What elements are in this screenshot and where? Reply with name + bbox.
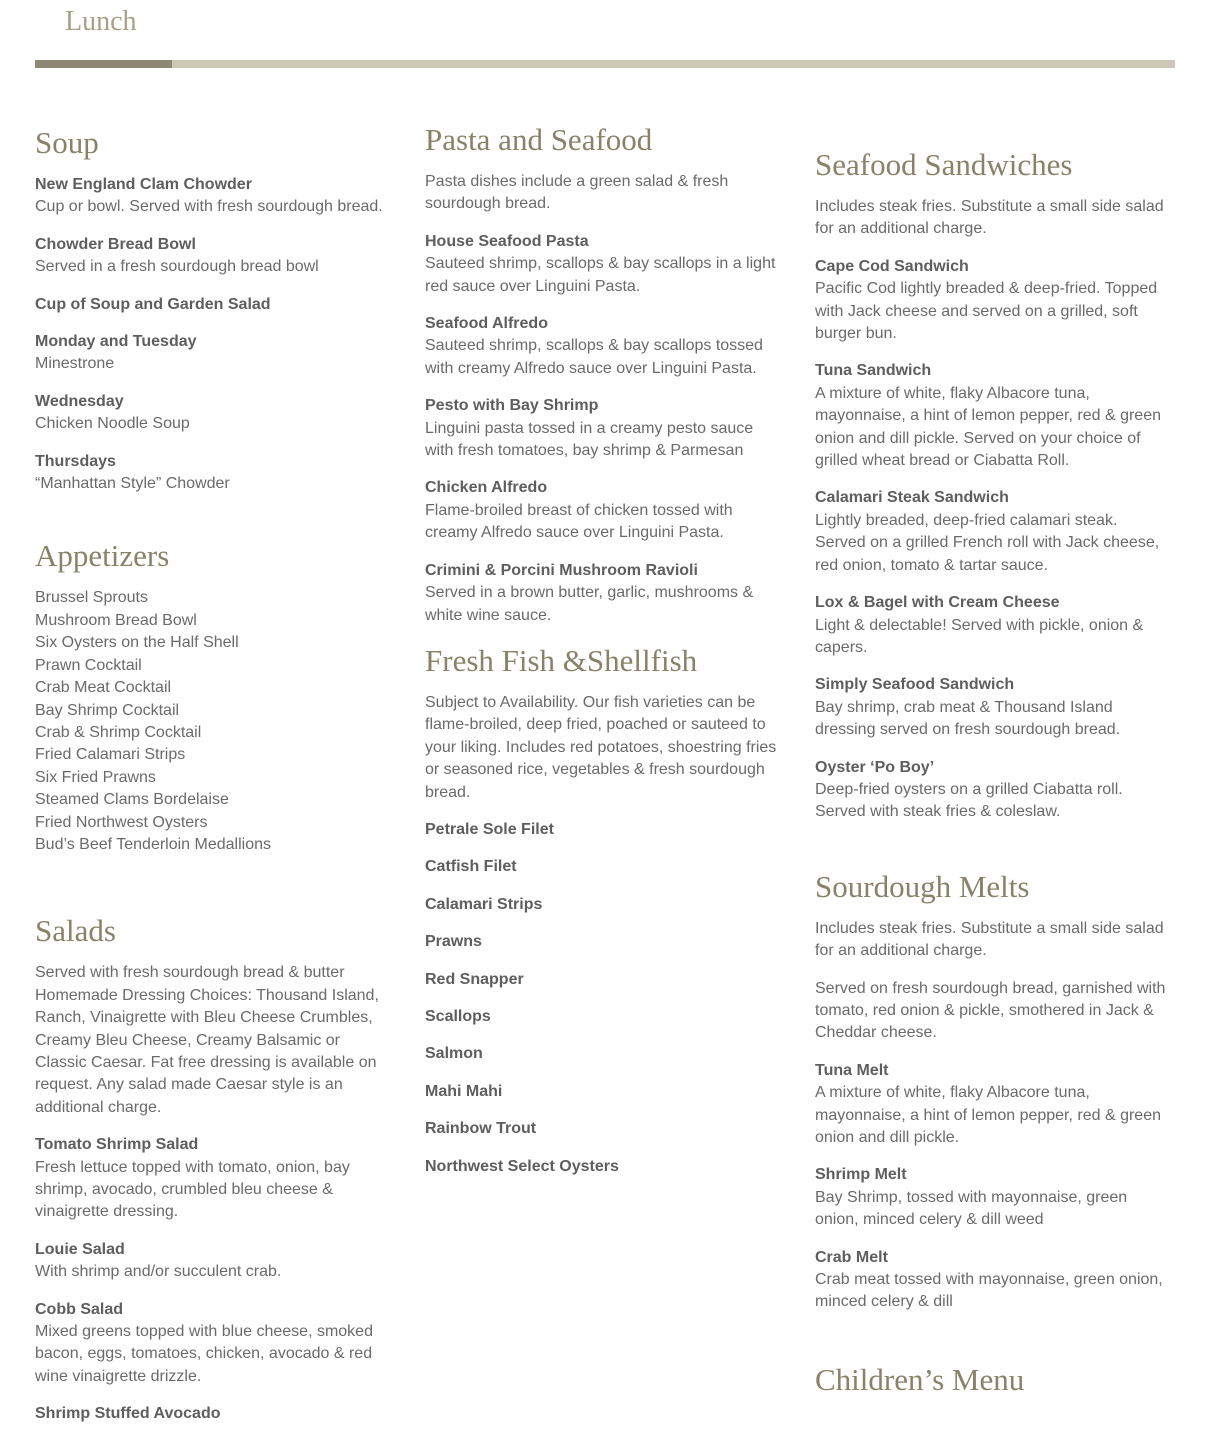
list-item: Six Oysters on the Half Shell	[35, 634, 239, 652]
menu-item	[425, 560, 777, 627]
section-intro: Pasta dishes include a green salad & fresh sourdough bread.	[425, 173, 729, 213]
item-name: Shrimp Melt	[815, 1166, 907, 1184]
item-name: Chicken Alfredo	[425, 479, 548, 497]
menu-item	[815, 487, 1167, 577]
section-appetizers	[35, 537, 387, 856]
section-seafood-sandwiches	[815, 146, 1167, 824]
item-desc: Sauteed shrimp, scallops & bay scallops tossed with creamy Alfredo sauce over Linguini Pasta.	[425, 337, 763, 377]
item-desc: A mixture of white, flaky Albacore tuna, mayonnaise, a hint of lemon pepper, red & green onion and dill pickle. Served on your choice of grilled wheat bread or Ciabatta Roll.	[815, 384, 1161, 470]
list-item: Petrale Sole Filet	[425, 820, 554, 838]
item-desc: With shrimp and/or succulent crab.	[35, 1263, 282, 1281]
item-desc: Lightly breaded, deep-fried calamari steak. Served on a grilled French roll with Jack cheese, red onion, tomato & tartar sauce.	[815, 511, 1160, 574]
item-desc: Served in a fresh sourdough bread bowl	[35, 258, 319, 276]
item-desc: Minestrone	[35, 355, 115, 373]
menu-item	[815, 360, 1167, 472]
menu-item	[35, 1239, 387, 1284]
list-item: Catfish Filet	[425, 858, 517, 876]
menu-item	[815, 1247, 1167, 1314]
menu-item	[815, 1164, 1167, 1231]
item-desc: Mixed greens topped with blue cheese, smoked bacon, eggs, tomatoes, chicken, avocado & red wine vinaigrette drizzle.	[35, 1323, 373, 1385]
item-name: House Seafood Pasta	[425, 232, 589, 250]
list-item: Scallops	[425, 1007, 491, 1025]
item-name: Crab Melt	[815, 1248, 888, 1266]
item-name: Thursdays	[35, 452, 116, 470]
section-title: Soup	[35, 125, 99, 160]
section-intro: Served with fresh sourdough bread & butter Homemade Dressing Choices: Thousand Island, Ranch, Vinaigrette with Bleu Cheese Crumbles, Creamy Bleu Cheese, Creamy Balsamic or Classic Caesar. Fat free dressing is available on request. Any salad made Caesar style is an additional charge.	[35, 964, 379, 1116]
list-item: Prawns	[425, 933, 482, 951]
list-item: Calamari Strips	[425, 895, 543, 913]
item-desc: Bay shrimp, crab meat & Thousand Island dressing served on fresh sourdough bread.	[815, 698, 1121, 739]
tab-active-indicator	[35, 60, 172, 68]
section-fresh-fish	[425, 642, 777, 1178]
section-intro: Includes steak fries. Substitute a small side salad for an additional charge.	[815, 919, 1164, 960]
item-name: Seafood Alfredo	[425, 315, 548, 333]
menu-column-left	[35, 124, 387, 1441]
item-name: Cup of Soup and Garden Salad	[35, 295, 271, 313]
menu-item	[35, 234, 387, 279]
item-desc: “Manhattan Style” Chowder	[35, 475, 230, 493]
list-item: Mahi Mahi	[425, 1082, 503, 1100]
menu-item	[425, 395, 777, 462]
menu-item	[35, 1403, 387, 1425]
list-item: Crab & Shrimp Cocktail	[35, 723, 202, 741]
section-childrens-menu	[815, 1361, 1167, 1399]
list-item: Northwest Select Oysters	[425, 1157, 619, 1175]
menu-tabbar	[35, 0, 1175, 68]
section-title: Seafood Sandwiches	[815, 147, 1073, 182]
item-name: Tomato Shrimp Salad	[35, 1136, 199, 1154]
menu-item	[815, 757, 1167, 824]
item-name: Chowder Bread Bowl	[35, 235, 196, 253]
list-item: Prawn Cocktail	[35, 656, 142, 674]
item-name: Tuna Sandwich	[815, 362, 932, 380]
list-item: Mushroom Bread Bowl	[35, 611, 197, 629]
list-item: Fried Northwest Oysters	[35, 813, 208, 831]
item-name: Wednesday	[35, 392, 124, 410]
item-name: Louie Salad	[35, 1240, 125, 1258]
list-item: Salmon	[425, 1045, 483, 1063]
item-desc: Pacific Cod lightly breaded & deep-fried. Topped with Jack cheese and served on a grilled, soft burger bun.	[815, 280, 1158, 343]
menu-item	[815, 1060, 1167, 1150]
item-desc: Light & delectable! Served with pickle, onion & capers.	[815, 616, 1144, 656]
section-title: Salads	[35, 913, 116, 949]
menu-item	[815, 592, 1167, 659]
section-pasta	[425, 121, 777, 627]
item-desc: Crab meat tossed with mayonnaise, green onion, minced celery & dill	[815, 1271, 1163, 1311]
section-title: Children’s Menu	[815, 1361, 1025, 1397]
item-desc: Deep-fried oysters on a grilled Ciabatta roll. Served with steak fries & coleslaw.	[815, 780, 1123, 821]
item-name: Pesto with Bay Shrimp	[425, 397, 599, 415]
item-desc: Bay Shrimp, tossed with mayonnaise, green onion, minced celery & dill weed	[815, 1188, 1128, 1229]
list-item: Crab Meat Cocktail	[35, 679, 172, 697]
item-desc: Served in a brown butter, garlic, mushrooms & white wine sauce.	[425, 584, 754, 624]
section-intro: Served on fresh sourdough bread, garnished with tomato, red onion & pickle, smothered in Jack & Cheddar cheese.	[815, 979, 1166, 1042]
item-name: Monday and Tuesday	[35, 333, 197, 351]
menu-column-right	[815, 146, 1167, 1411]
menu-item	[815, 674, 1167, 741]
item-name: Simply Seafood Sandwich	[815, 676, 1015, 694]
menu-column-middle	[425, 121, 777, 1193]
section-intro: Subject to Availability. Our fish varieties can be flame-broiled, deep fried, poached or sauteed to your liking. Includes red potatoes, shoestring fries or seasoned rice, vegetables & fresh sourdough bread.	[425, 693, 777, 801]
section-title: Appetizers	[35, 538, 170, 574]
item-name: Crimini & Porcini Mushroom Ravioli	[425, 561, 698, 579]
list-item: Bud’s Beef Tenderloin Medallions	[35, 835, 272, 853]
section-title: Sourdough Melts	[815, 868, 1030, 904]
item-name: Shrimp Stuffed Avocado	[35, 1405, 221, 1423]
item-desc: Fresh lettuce topped with tomato, onion, bay shrimp, avocado, crumbled bleu cheese & vinaigrette dressing.	[35, 1158, 350, 1221]
menu-item	[425, 313, 777, 380]
list-item: Steamed Clams Bordelaise	[35, 791, 229, 809]
item-name: Cape Cod Sandwich	[815, 257, 969, 275]
list-item: Red Snapper	[425, 970, 524, 988]
item-name: Oyster ‘Po Boy’	[815, 758, 935, 776]
menu-item	[815, 256, 1167, 346]
section-sourdough-melts	[815, 868, 1167, 1314]
item-name: New England Clam Chowder	[35, 176, 252, 193]
item-name: Calamari Steak Sandwich	[815, 489, 1009, 507]
menu-item	[35, 451, 387, 496]
section-soup	[35, 124, 387, 495]
item-desc: Sauteed shrimp, scallops & bay scallops in a light red sauce over Linguini Pasta.	[425, 255, 776, 295]
tab-lunch[interactable]: Lunch	[65, 6, 137, 37]
appetizer-list	[35, 587, 387, 856]
section-salads	[35, 912, 387, 1425]
item-desc: Flame-broiled breast of chicken tossed with creamy Alfredo sauce over Linguini Pasta.	[425, 501, 733, 542]
list-item: Brussel Sprouts	[35, 589, 148, 607]
menu-item	[425, 477, 777, 544]
menu-item	[35, 174, 387, 219]
section-title: Pasta and Seafood	[425, 122, 653, 157]
section-title: Fresh Fish &Shellfish	[425, 642, 698, 678]
item-name: Tuna Melt	[815, 1061, 889, 1079]
menu-item	[35, 294, 387, 316]
list-item: Bay Shrimp Cocktail	[35, 701, 180, 719]
fish-list	[425, 819, 777, 1178]
list-item: Six Fried Prawns	[35, 768, 156, 786]
item-name: Lox & Bagel with Cream Cheese	[815, 594, 1060, 612]
menu-item	[35, 391, 387, 436]
section-intro: Includes steak fries. Substitute a small side salad for an additional charge.	[815, 198, 1164, 238]
item-name: Cobb Salad	[35, 1300, 124, 1318]
list-item: Fried Calamari Strips	[35, 746, 186, 764]
item-desc: Chicken Noodle Soup	[35, 415, 190, 433]
item-desc: Linguini pasta tossed in a creamy pesto sauce with fresh tomatoes, bay shrimp & Parmesan	[425, 419, 754, 460]
menu-item	[35, 331, 387, 376]
menu-item	[35, 1134, 387, 1224]
item-desc: A mixture of white, flaky Albacore tuna, mayonnaise, a hint of lemon pepper, red & green onion and dill pickle.	[815, 1084, 1161, 1146]
menu-item	[425, 231, 777, 298]
item-desc: Cup or bowl. Served with fresh sourdough bread.	[35, 198, 383, 216]
tab-rule	[35, 60, 1175, 68]
menu-item	[35, 1299, 387, 1389]
list-item: Rainbow Trout	[425, 1120, 537, 1138]
